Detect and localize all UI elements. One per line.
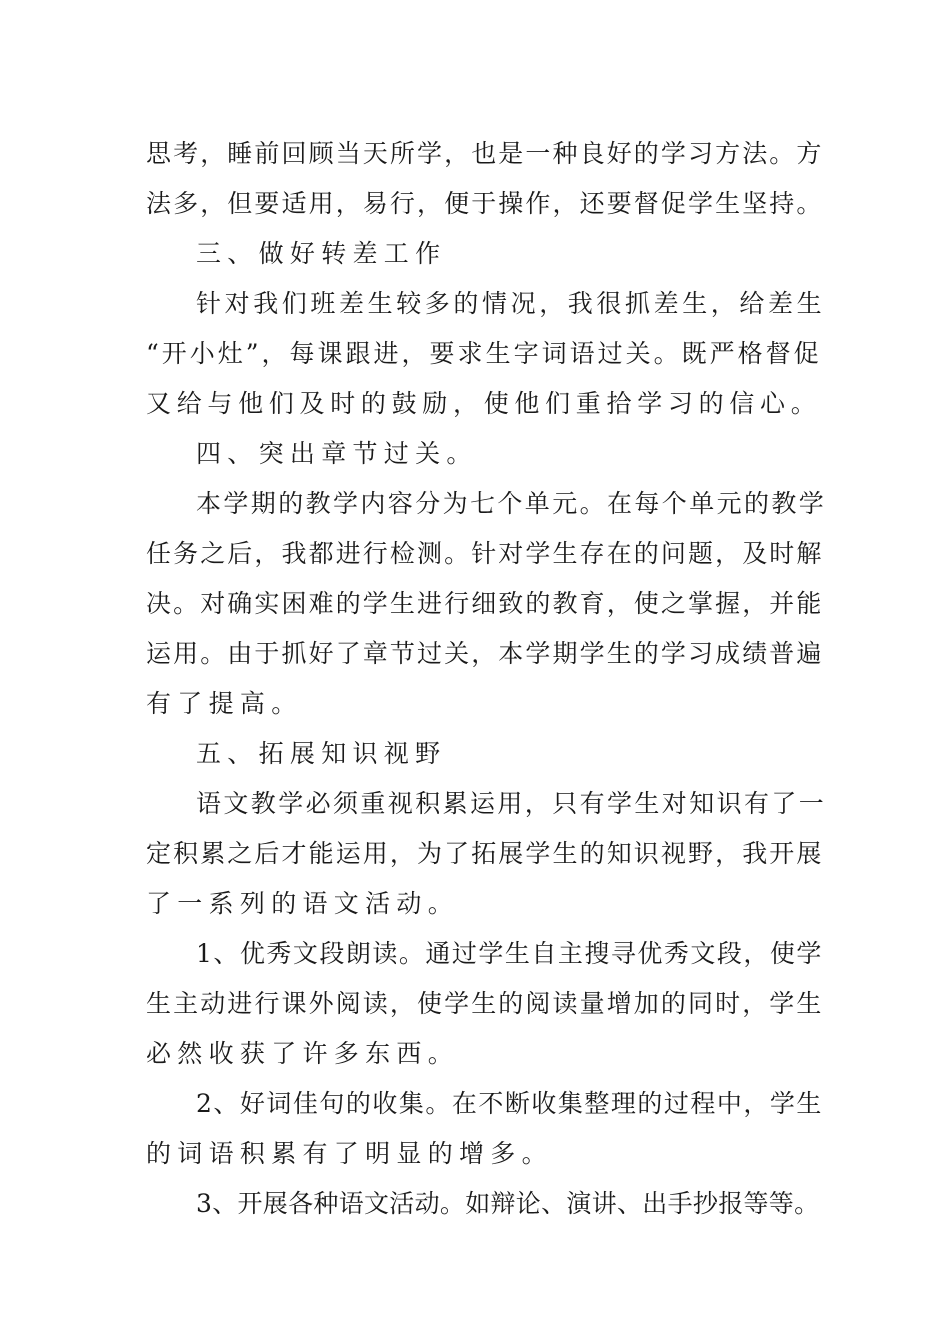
text-line: 法多，但要适用，易行，便于操作，还要督促学生坚持。 [146, 189, 824, 218]
text-line: 运用。由于抓好了章节过关，本学期学生的学习成绩普遍 [146, 639, 824, 668]
text-line: 1、优秀文段朗读。通过学生自主搜寻优秀文段，使学 [196, 939, 823, 968]
text-line: 又给与他们及时的鼓励，使他们重拾学习的信心。 [146, 389, 822, 418]
text-line: 3、开展各种语文活动。如辩论、演讲、出手抄报等等。 [196, 1189, 820, 1218]
text-line: 定积累之后才能运用，为了拓展学生的知识视野，我开展 [146, 839, 824, 868]
section-heading: 四、突出章节过关。 [196, 439, 478, 468]
text-line: 2、好词佳句的收集。在不断收集整理的过程中，学生 [196, 1089, 823, 1118]
section-heading: 三、做好转差工作 [196, 239, 447, 268]
text-line: 生主动进行课外阅读，使学生的阅读量增加的同时，学生 [146, 989, 824, 1018]
text-line: 的词语积累有了明显的增多。 [146, 1139, 553, 1168]
text-line: 任务之后，我都进行检测。针对学生存在的问题，及时解 [146, 539, 824, 568]
text-line: 必然收获了许多东西。 [146, 1039, 460, 1068]
text-line: 语文教学必须重视积累运用，只有学生对知识有了一 [196, 789, 827, 818]
text-line: 决。对确实困难的学生进行细致的教育，使之掌握，并能 [146, 589, 824, 618]
text-line: 针对我们班差生较多的情况，我很抓差生，给差生 [196, 289, 826, 318]
text-line: “开小灶”，每课跟进，要求生字词语过关。既严格督促 [146, 339, 822, 368]
text-line: 本学期的教学内容分为七个单元。在每个单元的教学 [196, 489, 827, 518]
text-line: 有了提高。 [146, 689, 303, 718]
section-heading: 五、拓展知识视野 [196, 739, 447, 768]
text-line: 了一系列的语文活动。 [146, 889, 460, 918]
text-line: 思考，睡前回顾当天所学，也是一种良好的学习方法。方 [146, 139, 824, 168]
